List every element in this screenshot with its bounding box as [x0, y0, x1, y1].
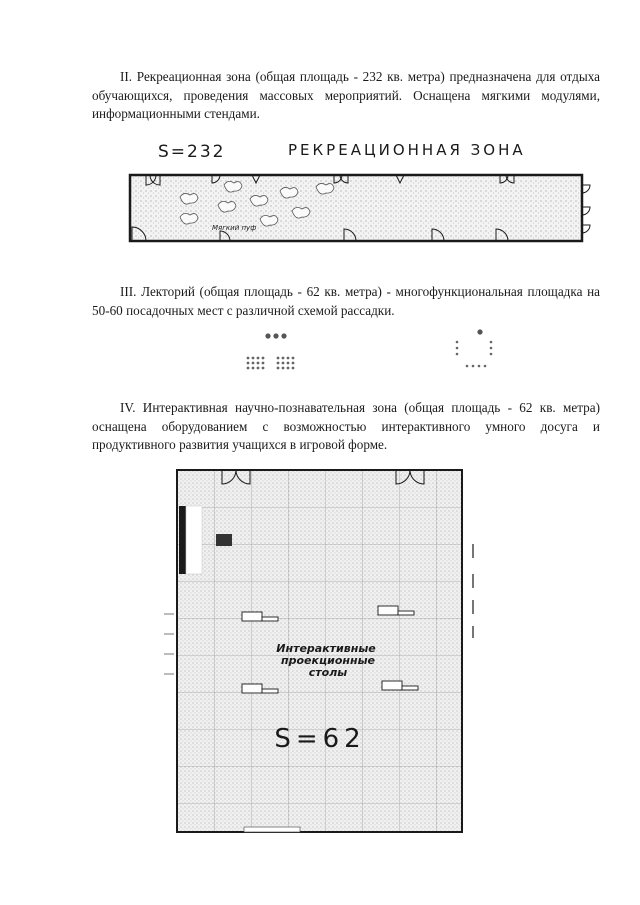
recreation-zone-plan	[120, 135, 600, 255]
recreation-zone-title: РЕКРЕАЦИОННАЯ ЗОНА	[288, 141, 526, 159]
section-4-paragraph	[92, 399, 600, 455]
tables-label-line3: столы	[308, 666, 348, 679]
section-3-text: III. Лекторий (общая площадь - 62 кв. метра) - многофункциональная площадка на 50-60 посадочных мест с различной схемой рассадки.	[92, 284, 600, 318]
equipment-block	[216, 534, 232, 546]
recreation-room-outline	[130, 175, 582, 241]
tables-label-line2: проекционные	[281, 654, 375, 667]
interactive-zone-plan	[160, 466, 480, 846]
section-3-paragraph	[92, 283, 600, 320]
tables-label-line1: Интерактивные	[276, 642, 376, 655]
section-2-text: II. Рекреационная зона (общая площадь - 232 кв. метра) предназначена для отдыха обучающихся, проведения массовых мероприятий. Оснащена мягкими модулями, информационными стендами.	[92, 69, 600, 121]
section-2-paragraph	[92, 68, 600, 124]
pouf-label: Мягкий пуф	[212, 224, 257, 232]
section-4-text: IV. Интерактивная научно-познавательная зона (общая площадь - 62 кв. метра) оснащена оборудованием с возможностью интерактивного умного досуга и продуктивного развития учащихся в игровой форме.	[92, 400, 600, 452]
area-label-62: S=62	[274, 724, 366, 754]
wall-board	[179, 506, 186, 574]
seating-scheme-rows	[240, 328, 310, 378]
seating-scheme-u-shape	[445, 326, 505, 376]
area-label-232: S=232	[158, 142, 226, 162]
